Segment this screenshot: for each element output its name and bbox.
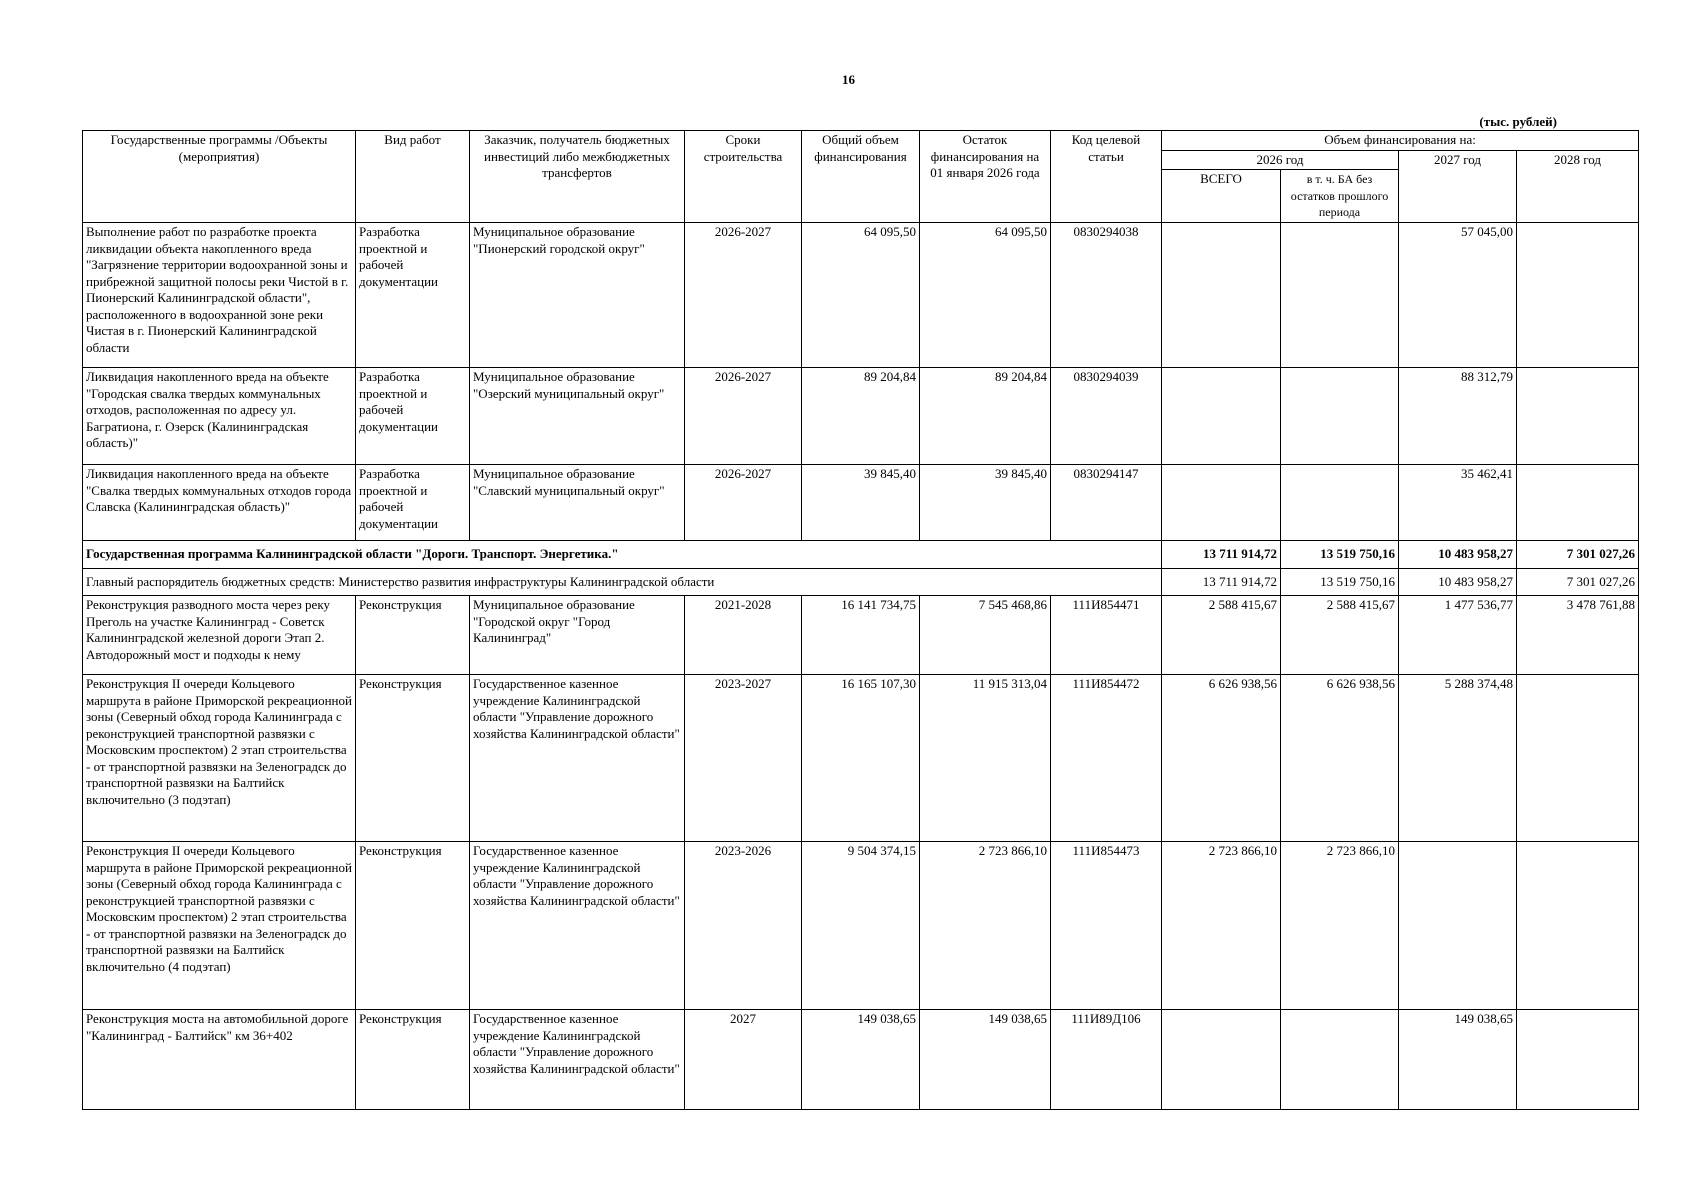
header-code: Код целевой статьи [1051, 131, 1162, 223]
header-2026: 2026 год [1162, 150, 1399, 170]
row-period: 2021-2028 [685, 596, 802, 675]
header-row-1 [83, 131, 1639, 151]
table-row [83, 465, 1639, 541]
row-customer: Муниципальное образование "Славский муниципальный округ" [470, 465, 685, 541]
row-2027 [1399, 842, 1517, 1010]
row-work: Реконструкция [356, 675, 470, 842]
row-2026: 6 626 938,56 [1162, 675, 1281, 842]
row-customer: Муниципальное образование "Озерский муниципальный округ" [470, 368, 685, 465]
manager-ba2026: 13 519 750,16 [1281, 569, 1399, 596]
row-2026: 2 723 866,10 [1162, 842, 1281, 1010]
page-number: 16 [842, 72, 855, 87]
row-ba2026 [1281, 368, 1399, 465]
table-row [83, 223, 1639, 368]
header-remaining: Остаток финансирования на 01 января 2026 года [920, 131, 1051, 223]
row-ba2026: 2 588 415,67 [1281, 596, 1399, 675]
row-remaining: 2 723 866,10 [920, 842, 1051, 1010]
row-name: Ликвидация накопленного вреда на объекте "Городская свалка твердых коммунальных отходов, расположенная по адресу ул. Багратиона, г. Озерск (Калининградская область)" [83, 368, 356, 465]
row-ba2026 [1281, 223, 1399, 368]
row-2028 [1517, 368, 1639, 465]
row-2027: 149 038,65 [1399, 1010, 1517, 1110]
program-ba2026: 13 519 750,16 [1281, 541, 1399, 569]
row-2027: 35 462,41 [1399, 465, 1517, 541]
row-code: 111И854473 [1051, 842, 1162, 1010]
program-2026: 13 711 914,72 [1162, 541, 1281, 569]
row-2026: 2 588 415,67 [1162, 596, 1281, 675]
row-ba2026 [1281, 465, 1399, 541]
header-2028: 2028 год [1517, 150, 1639, 223]
row-name: Реконструкция разводного моста через реку Преголь на участке Калининград - Советск Калининградской железной дороги Этап 2. Автодорожный мост и подходы к нему [83, 596, 356, 675]
row-name: Реконструкция моста на автомобильной дороге "Калининград - Балтийск" км 36+402 [83, 1010, 356, 1110]
row-total: 39 845,40 [802, 465, 920, 541]
row-customer: Муниципальное образование "Пионерский городской округ" [470, 223, 685, 368]
row-remaining: 39 845,40 [920, 465, 1051, 541]
row-code: 0830294038 [1051, 223, 1162, 368]
row-customer: Государственное казенное учреждение Калининградской области "Управление дорожного хозяйства Калининградской области" [470, 842, 685, 1010]
row-remaining: 11 915 313,04 [920, 675, 1051, 842]
header-2027: 2027 год [1399, 150, 1517, 223]
units-label: (тыс. рублей) [1479, 114, 1557, 129]
table-row [83, 842, 1639, 1010]
row-total: 9 504 374,15 [802, 842, 920, 1010]
row-2028 [1517, 223, 1639, 368]
row-2026 [1162, 223, 1281, 368]
manager-2028: 7 301 027,26 [1517, 569, 1639, 596]
row-2028 [1517, 842, 1639, 1010]
row-work: Разработка проектной и рабочей документации [356, 465, 470, 541]
program-2027: 10 483 958,27 [1399, 541, 1517, 569]
row-code: 111И89Д106 [1051, 1010, 1162, 1110]
row-work: Реконструкция [356, 596, 470, 675]
row-period: 2023-2026 [685, 842, 802, 1010]
row-ba2026 [1281, 1010, 1399, 1110]
row-period: 2026-2027 [685, 223, 802, 368]
row-period: 2027 [685, 1010, 802, 1110]
row-code: 111И854472 [1051, 675, 1162, 842]
program-title: Государственная программа Калининградской области "Дороги. Транспорт. Энергетика." [83, 541, 1162, 569]
table-row [83, 675, 1639, 842]
row-2026 [1162, 465, 1281, 541]
row-name: Реконструкция II очереди Кольцевого маршрута в районе Приморской рекреационной зоны (Северный обход города Калининграда с реконструкцией транспортной развязки с Московским проспектом) 2 этап строительства - от транспортной развязки на Зеленоградск до транспортной развязки на Балтийск включительно (4 подэтап) [83, 842, 356, 1010]
financing-table [82, 130, 1639, 1110]
header-all: ВСЕГО [1162, 170, 1281, 223]
row-customer: Муниципальное образование "Городской округ "Город Калининград" [470, 596, 685, 675]
row-code: 0830294147 [1051, 465, 1162, 541]
manager-2026: 13 711 914,72 [1162, 569, 1281, 596]
row-total: 16 165 107,30 [802, 675, 920, 842]
row-name: Реконструкция II очереди Кольцевого маршрута в районе Приморской рекреационной зоны (Северный обход города Калининграда с реконструкцией транспортной развязки с Московским проспектом) 2 этап строительства - от транспортной развязки на Зеленоградск до транспортной развязки на Балтийск включительно (3 подэтап) [83, 675, 356, 842]
row-period: 2026-2027 [685, 368, 802, 465]
row-work: Реконструкция [356, 842, 470, 1010]
row-work: Разработка проектной и рабочей документации [356, 368, 470, 465]
row-code: 0830294039 [1051, 368, 1162, 465]
row-2027: 88 312,79 [1399, 368, 1517, 465]
program-2028: 7 301 027,26 [1517, 541, 1639, 569]
table-row [83, 1010, 1639, 1110]
row-name: Выполнение работ по разработке проекта ликвидации объекта накопленного вреда "Загрязнение территории водоохранной зоны и прибрежной защитной полосы реки Чистой в г. Пионерский Калининградской области", расположенного в водоохранной зоне реки Чистая в г. Пионерский Калининградской области [83, 223, 356, 368]
row-2027: 5 288 374,48 [1399, 675, 1517, 842]
table-row [83, 368, 1639, 465]
row-2028 [1517, 675, 1639, 842]
row-2027: 57 045,00 [1399, 223, 1517, 368]
row-2026 [1162, 1010, 1281, 1110]
row-2026 [1162, 368, 1281, 465]
row-total: 89 204,84 [802, 368, 920, 465]
header-work: Вид работ [356, 131, 470, 223]
header-period: Сроки строительства [685, 131, 802, 223]
header-total: Общий объем финансирования [802, 131, 920, 223]
header-ba: в т. ч. БА без остатков прошлого периода [1281, 170, 1399, 223]
row-name: Ликвидация накопленного вреда на объекте "Свалка твердых коммунальных отходов города Славска (Калининградская область)" [83, 465, 356, 541]
row-2027: 1 477 536,77 [1399, 596, 1517, 675]
manager-2027: 10 483 958,27 [1399, 569, 1517, 596]
row-period: 2023-2027 [685, 675, 802, 842]
row-period: 2026-2027 [685, 465, 802, 541]
program-row [83, 541, 1639, 569]
row-ba2026: 6 626 938,56 [1281, 675, 1399, 842]
row-customer: Государственное казенное учреждение Калининградской области "Управление дорожного хозяйства Калининградской области" [470, 1010, 685, 1110]
row-remaining: 7 545 468,86 [920, 596, 1051, 675]
row-2028 [1517, 1010, 1639, 1110]
row-total: 16 141 734,75 [802, 596, 920, 675]
row-customer: Государственное казенное учреждение Калининградской области "Управление дорожного хозяйства Калининградской области" [470, 675, 685, 842]
row-remaining: 64 095,50 [920, 223, 1051, 368]
table-row [83, 596, 1639, 675]
row-remaining: 149 038,65 [920, 1010, 1051, 1110]
row-ba2026: 2 723 866,10 [1281, 842, 1399, 1010]
row-code: 111И854471 [1051, 596, 1162, 675]
manager-row [83, 569, 1639, 596]
row-2028: 3 478 761,88 [1517, 596, 1639, 675]
header-funding: Объем финансирования на: [1162, 131, 1639, 151]
row-work: Реконструкция [356, 1010, 470, 1110]
row-2028 [1517, 465, 1639, 541]
row-work: Разработка проектной и рабочей документации [356, 223, 470, 368]
manager-title: Главный распорядитель бюджетных средств: Министерство развития инфраструктуры Калининградской области [83, 569, 1162, 596]
row-total: 149 038,65 [802, 1010, 920, 1110]
header-program: Государственные программы /Объекты (мероприятия) [83, 131, 356, 223]
row-remaining: 89 204,84 [920, 368, 1051, 465]
row-total: 64 095,50 [802, 223, 920, 368]
header-customer: Заказчик, получатель бюджетных инвестиций либо межбюджетных трансфертов [470, 131, 685, 223]
